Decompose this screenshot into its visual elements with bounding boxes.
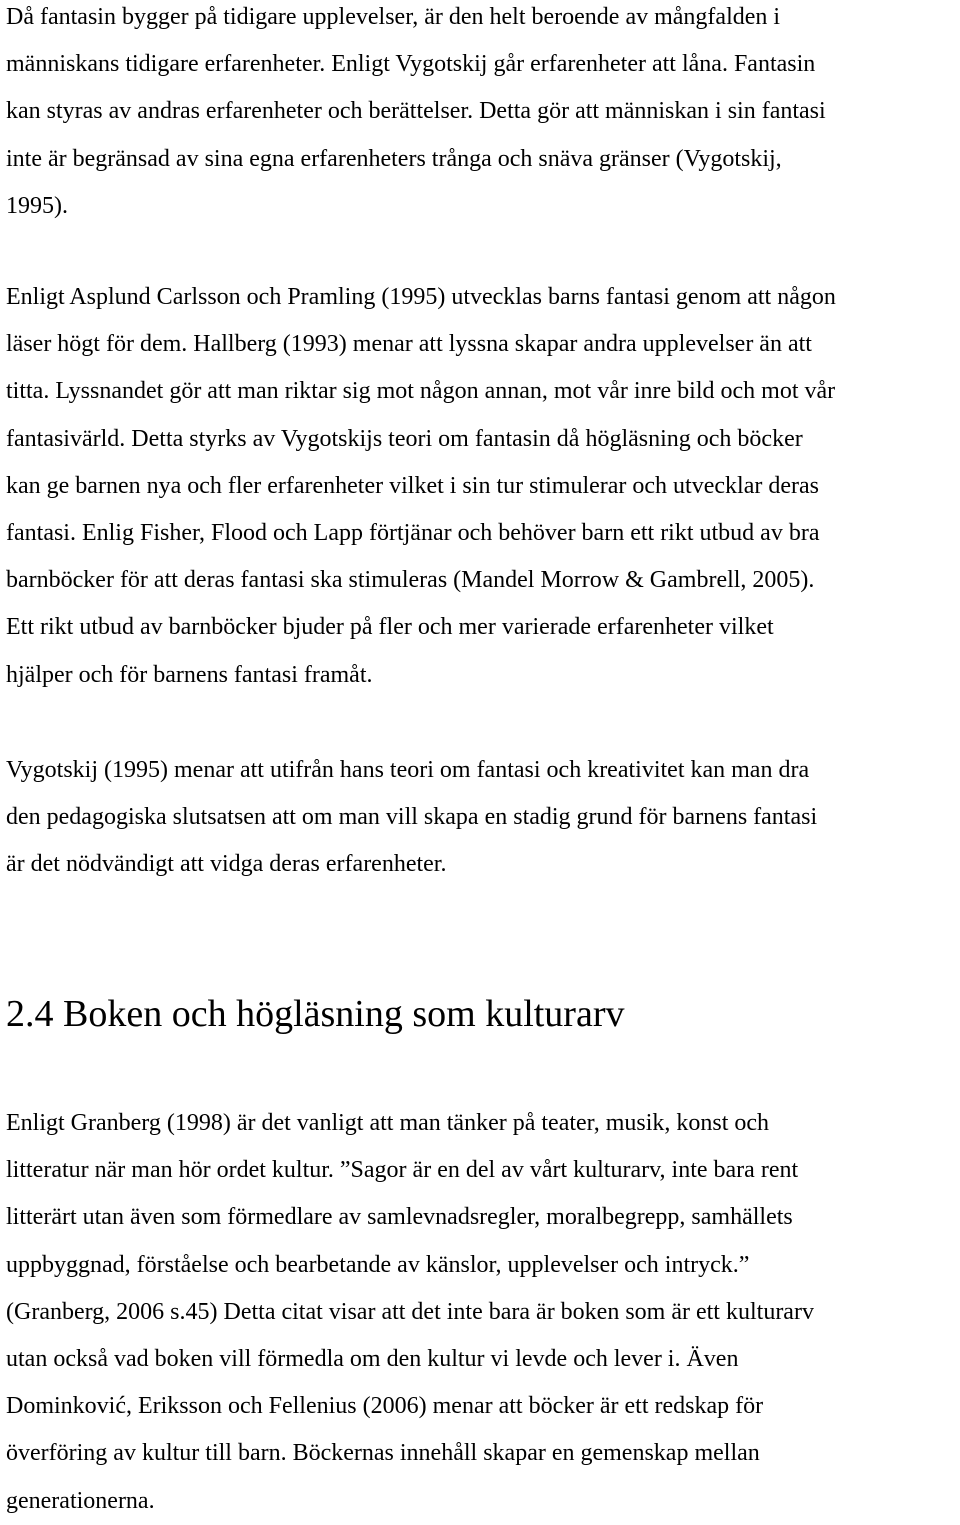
paragraph-fantasy-experience: Då fantasin bygger på tidigare upplevelser, är den helt beroende av mångfalden i människans tidigare erfarenheter. Enligt Vygotskij går erfarenheter att låna. Fantasin kan styras av andras erfarenheter och berättelser. Detta gör att människan i sin fantasi inte är begränsad av sina egna erfarenheters trånga och snäva gränser (Vygotskij, 1995). (6, 4, 826, 219)
paragraph-reading-aloud: Enligt Asplund Carlsson och Pramling (1995) utvecklas barns fantasi genom att någon läser högt för dem. Hallberg (1993) menar att lyssna skapar andra upplevelser än att titta. Lyssnandet gör att man riktar sig mot någon annan, mot vår inre bild och mot vår fantasivärld. Detta styrks av Vygotskijs teori om fantasin då högläsning och böcker kan ge barnen nya och fler erfarenheter vilket i sin tur stimulerar och utvecklar deras fantasi. Enlig Fisher, Flood och Lapp förtjänar och behöver barn ett rikt utbud av bra barnböcker för att deras fantasi ska stimuleras (Mandel Morrow & Gambrell, 2005). Ett rikt utbud av barnböcker bjuder på fler och mer varierade erfarenheter vilket hjälper och för barnens fantasi framåt. (6, 284, 836, 688)
paragraph-cultural-heritage: Enligt Granberg (1998) är det vanligt att man tänker på teater, musik, konst och litteratur när man hör ordet kultur. ”Sagor är en del av vårt kulturarv, inte bara rent litterärt utan även som förmedlare av samlevnadsregler, moralbegrepp, samhällets uppbyggnad, förståelse och bearbetande av känslor, upplevelser och intryck.” (Granberg, 2006 s.45) Detta citat visar att det inte bara är boken som är ett kulturarv utan också vad boken vill förmedla om den kultur vi levde och lever i. Även Dominković, Eriksson och Fellenius (2006) menar att böcker är ett redskap för överföring av kultur till barn. Böckernas innehåll skapar en gemenskap mellan generationerna. (6, 1110, 814, 1514)
section-heading: 2.4 Boken och högläsning som kulturarv (6, 993, 625, 1035)
paragraph-vygotskij-conclusion: Vygotskij (1995) menar att utifrån hans teori om fantasi och kreativitet kan man dra den pedagogiska slutsatsen att om man vill skapa en stadig grund för barnens fantasi är det nödvändigt att vidga deras erfarenheter. (6, 757, 818, 878)
